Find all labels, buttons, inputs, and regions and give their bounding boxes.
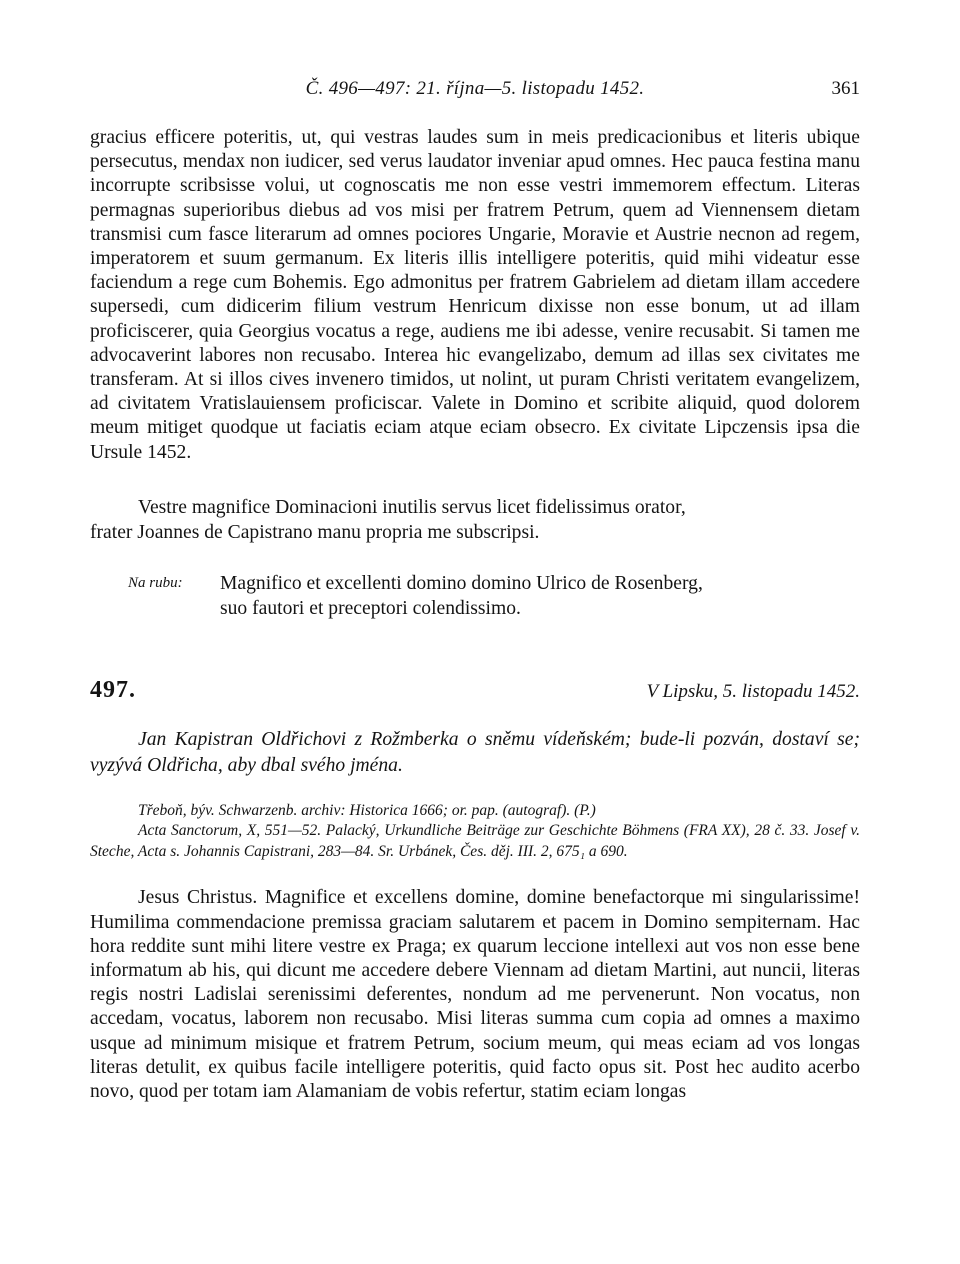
document-497-header — [90, 673, 860, 709]
rubric-text — [220, 571, 703, 621]
rubric-line-2: suo fautori et preceptori colendissimo. — [220, 597, 521, 619]
source-archive: Třeboň, býv. Schwarzenb. archiv: Historica 1666; or. pap. (autograf). (P.) — [138, 801, 596, 819]
document-496-rubric — [90, 571, 860, 621]
closing-line-1: Vestre magnifice Dominacioni inutilis servus licet fidelissimus orator, — [138, 496, 686, 518]
page-number: 361 — [831, 78, 860, 99]
document-497-regest: Jan Kapistran Oldřichovi z Rožmberka o sněmu vídeňském; bude-li pozván, dostaví se; vyzývá Oldřicha, aby dbal svého jména. — [90, 728, 860, 776]
document-496-closing — [90, 495, 860, 545]
document-496-body — [90, 126, 860, 465]
document-497-paragraph: Jesus Christus. Magnifice et excellens domine, domine benefactorque mi singularissime! Humilima commendacione premissa graciam salutarem et pacem in Domino sempiternam. Hac hora reddite sunt mihi litere vestre ex Praga; ex quarum leccione intellexi aut vos non esse bene informatum ab his, qui dicunt me accedere debere Viennam ad dietam Martini, aut nuncii, literas regis nostri Ladislai serenissimi deferentes, nondum ad me pervenerunt. Non vocatus, non accedam, vocatus, laborem non recusabo. Misi literas summa cum copia ad omnes a maximo usque ad minimum misique et fratrem Petrum, socium meum, qui meas eciam ad vos longas literas detulit, ex quibus facile intelligere poteritis, quid facto opus sit. Post hec audito acerbo novo, quod per totam iam Alamaniam de vobis refertur, statim eciam longas — [90, 887, 860, 1102]
document-497-body — [90, 886, 860, 1104]
source-editions: Acta Sanctorum, X, 551—52. Palacký, Urkundliche Beiträge zur Geschichte Böhmens (FRA XX), 28 č. 33. Josef v. Steche, Acta s. Johannis Capistrani, 283—84. Sr. Urbánek, Čes. děj. III. 2, 675₁ a 690. — [90, 822, 860, 860]
running-header — [90, 70, 860, 110]
document-place-date: V Lipsku, 5. listopadu 1452. — [646, 680, 860, 702]
document-496-paragraph: gracius efficere poteritis, ut, qui vestras laudes sum in meis predicacionibus et literis ubique persecutus, mendax non iudicer, sed verus laudator inveniar apud omnes. Hec pauca festina manu incorrupte scribsisse volui, ut cognoscatis me non esse vestri immemorem effectum. Literas permagnas superioribus diebus ad vos misi per fratrem Petrum, quem ad Viennensem dietam transmisi cum fasce literarum ad omnes pociores Ungarie, Moravie et Austrie necnon ad regem, imperatorem et suum germanum. Ex literis illis intelligere poteritis, quid mihi videatur esse faciendum a rege cum Bohemis. Ego admonitus per fratrem Gabrielem ad dietam illam accedere supersedi, cum didicerim filium vestrum Henricum dixisse non esse bonum, ut ad illam proficiscerer, quia Georgius vocatus a rege, audiens me ibi adesse, venire recusabit. Si tamen me advocaverint labores non recusabo. Interea hic evangelizabo, demum ad illas sex civitates me transferam. At si illos cives invenero timidos, ut nolint, ut puram Christi veritatem evangelizem, ad civitatem Vratislauiensem proficiscar. Valete in Domino et scribite aliquid, quod dolorem meum mitiget quodque ut faciatis eciam atque eciam obsecro. Ex civitate Lipczensis ipsa die Ursule 1452. — [90, 127, 860, 463]
rubric-label: Na rubu: — [128, 574, 183, 591]
document-497-sources — [90, 801, 860, 863]
document-number: 497. — [90, 676, 136, 703]
rubric-line-1: Magnifico et excellenti domino domino Ulrico de Rosenberg, — [220, 572, 703, 594]
closing-line-2: frater Joannes de Capistrano manu propria me subscripsi. — [90, 521, 540, 543]
document-page — [90, 70, 860, 1104]
running-title: Č. 496—497: 21. října—5. listopadu 1452. — [305, 78, 645, 99]
